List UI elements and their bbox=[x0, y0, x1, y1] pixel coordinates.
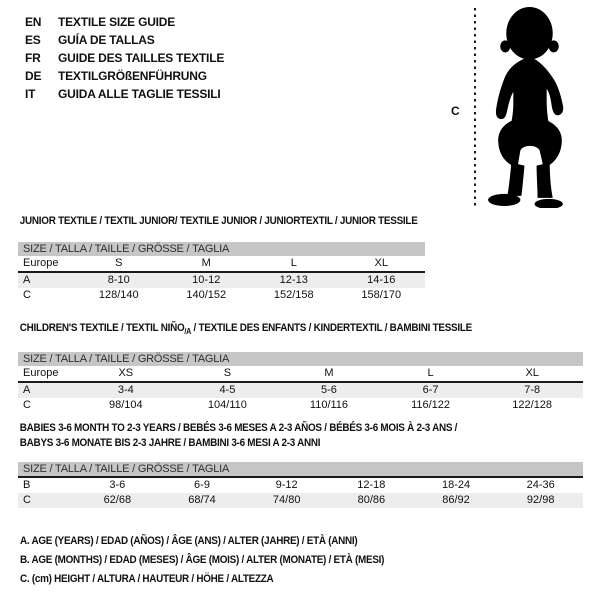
size-table-title-line bbox=[20, 421, 527, 436]
babies-textile-section bbox=[18, 421, 583, 508]
size-value: 3-4 bbox=[117, 384, 134, 397]
size-value: 9-12 bbox=[275, 479, 298, 491]
table-row bbox=[18, 398, 583, 413]
childrens-textile-section bbox=[18, 321, 583, 413]
size-header-band: SIZE / TALLA / TAILLE / GRÖSSE / TAGLIA bbox=[18, 352, 583, 366]
size-value: 18-24 bbox=[441, 479, 471, 491]
size-table-title-text: BABYS 3-6 MONATE BIS 2-3 JAHRE / BAMBINI 3-6 MESI A 2-3 ANNI bbox=[19, 437, 321, 449]
size-value: 104/110 bbox=[207, 399, 247, 412]
size-value: XL bbox=[374, 257, 388, 269]
size-value: 110/116 bbox=[309, 399, 349, 412]
language-row bbox=[25, 67, 224, 85]
size-value: 6-7 bbox=[422, 384, 439, 397]
row-label: A bbox=[23, 384, 31, 397]
size-value: 92/98 bbox=[526, 494, 555, 506]
size-table bbox=[18, 462, 583, 508]
row-label: C bbox=[23, 399, 31, 412]
size-value: 116/122 bbox=[411, 399, 451, 412]
size-table-title bbox=[18, 421, 527, 451]
columns-row bbox=[18, 256, 425, 271]
table-row bbox=[18, 288, 425, 303]
size-value: XS bbox=[118, 367, 134, 380]
legend-line: A. AGE (YEARS) / EDAD (AÑOS) / ÂGE (ANS) / ALTER (JAHRE) / ETÀ (ANNI) bbox=[20, 535, 358, 547]
size-value: S bbox=[223, 367, 232, 380]
size-value: 7-8 bbox=[524, 384, 541, 397]
language-code: DE bbox=[25, 69, 42, 83]
language-code: IT bbox=[25, 87, 36, 101]
language-title: TEXTILE SIZE GUIDE bbox=[58, 15, 176, 29]
language-title: GUIDE DES TAILLES TEXTILE bbox=[58, 51, 225, 65]
size-table-title-text: BABIES 3-6 MONTH TO 2-3 YEARS / BEBÉS 3-6 MESES A 2-3 AÑOS / BÉBÉS 3-6 MOIS À 2-3 ANS / bbox=[19, 422, 458, 434]
junior-textile-section bbox=[18, 214, 425, 303]
language-code: EN bbox=[25, 15, 42, 29]
language-code: ES bbox=[25, 33, 41, 47]
size-value: 3-6 bbox=[109, 479, 126, 491]
size-value: 68/74 bbox=[188, 494, 216, 506]
size-value: 62/68 bbox=[103, 494, 132, 506]
size-value: 80/86 bbox=[357, 494, 386, 506]
size-value: 12-13 bbox=[279, 274, 308, 286]
size-table-title bbox=[18, 321, 527, 339]
size-value: S bbox=[115, 257, 123, 269]
size-value: 6-9 bbox=[194, 479, 210, 491]
size-value: 8-10 bbox=[107, 274, 130, 286]
size-value: M bbox=[324, 367, 334, 380]
row-label: Europe bbox=[23, 367, 59, 380]
height-marker-label: C bbox=[451, 104, 460, 118]
row-label: A bbox=[23, 274, 31, 286]
language-title: GUÍA DE TALLAS bbox=[58, 33, 155, 47]
size-table-title-line bbox=[20, 321, 527, 339]
size-header-band: SIZE / TALLA / TAILLE / GRÖSSE / TAGLIA bbox=[18, 462, 583, 476]
legend-line: B. AGE (MONTHS) / EDAD (MESES) / ÂGE (MOIS) / ALTER (MONATE) / ETÀ (MESI) bbox=[20, 554, 385, 566]
language-code: FR bbox=[25, 51, 41, 65]
size-value: XL bbox=[525, 367, 539, 380]
height-marker-dotted-line bbox=[474, 8, 476, 206]
table-row bbox=[18, 273, 425, 288]
size-value: 86/92 bbox=[442, 494, 470, 506]
language-title: TEXTILGRÖßENFÜHRUNG bbox=[58, 69, 207, 83]
row-label: C bbox=[23, 494, 31, 506]
size-table-title-text: CHILDREN'S TEXTILE / TEXTIL NIÑO bbox=[19, 322, 185, 334]
size-value: 122/128 bbox=[512, 399, 553, 412]
columns-row bbox=[18, 366, 583, 381]
size-value: 10-12 bbox=[192, 274, 221, 286]
row-label: Europe bbox=[23, 257, 59, 269]
language-row bbox=[25, 13, 224, 31]
size-value: L bbox=[427, 367, 434, 380]
size-table bbox=[18, 352, 583, 413]
size-table-title-text: / TEXTILE DES ENFANTS / KINDERTEXTIL / BAMBINI TESSILE bbox=[191, 322, 472, 334]
size-table-title-text: JUNIOR TEXTILE / TEXTIL JUNIOR/ TEXTILE JUNIOR / JUNIORTEXTIL / JUNIOR TESSILE bbox=[19, 215, 418, 227]
legend-line: C. (cm) HEIGHT / ALTURA / HAUTEUR / HÖHE / ALTEZZA bbox=[20, 573, 274, 585]
size-table-title-text: /A bbox=[184, 327, 192, 337]
size-value: 152/158 bbox=[273, 289, 314, 301]
size-value: 128/140 bbox=[98, 289, 139, 301]
table-row bbox=[18, 478, 583, 493]
language-title: GUIDA ALLE TAGLIE TESSILI bbox=[58, 87, 221, 101]
table-row bbox=[18, 493, 583, 508]
table-row bbox=[18, 383, 583, 398]
size-value: 4-5 bbox=[219, 384, 236, 397]
language-row bbox=[25, 31, 224, 49]
size-value: 5-6 bbox=[321, 384, 337, 397]
language-list bbox=[25, 13, 224, 103]
size-value: 98/104 bbox=[108, 399, 143, 412]
baby-silhouette-icon bbox=[480, 6, 580, 208]
row-label: B bbox=[23, 479, 31, 491]
size-table-title bbox=[18, 214, 418, 229]
size-value: 140/152 bbox=[186, 289, 227, 301]
size-table-title-line bbox=[20, 436, 527, 451]
size-value: L bbox=[290, 257, 297, 269]
size-table bbox=[18, 242, 425, 303]
legend bbox=[20, 532, 384, 589]
size-value: M bbox=[201, 257, 211, 269]
language-row bbox=[25, 49, 224, 67]
size-value: 14-16 bbox=[367, 274, 396, 286]
size-table-title-line bbox=[19, 214, 418, 229]
language-row bbox=[25, 85, 224, 103]
size-value: 12-18 bbox=[357, 479, 386, 491]
size-value: 24-36 bbox=[526, 479, 555, 491]
row-label: C bbox=[23, 289, 31, 301]
size-value: 74/80 bbox=[272, 494, 301, 506]
size-value: 158/170 bbox=[361, 289, 402, 301]
size-header-band: SIZE / TALLA / TAILLE / GRÖSSE / TAGLIA bbox=[18, 242, 425, 256]
